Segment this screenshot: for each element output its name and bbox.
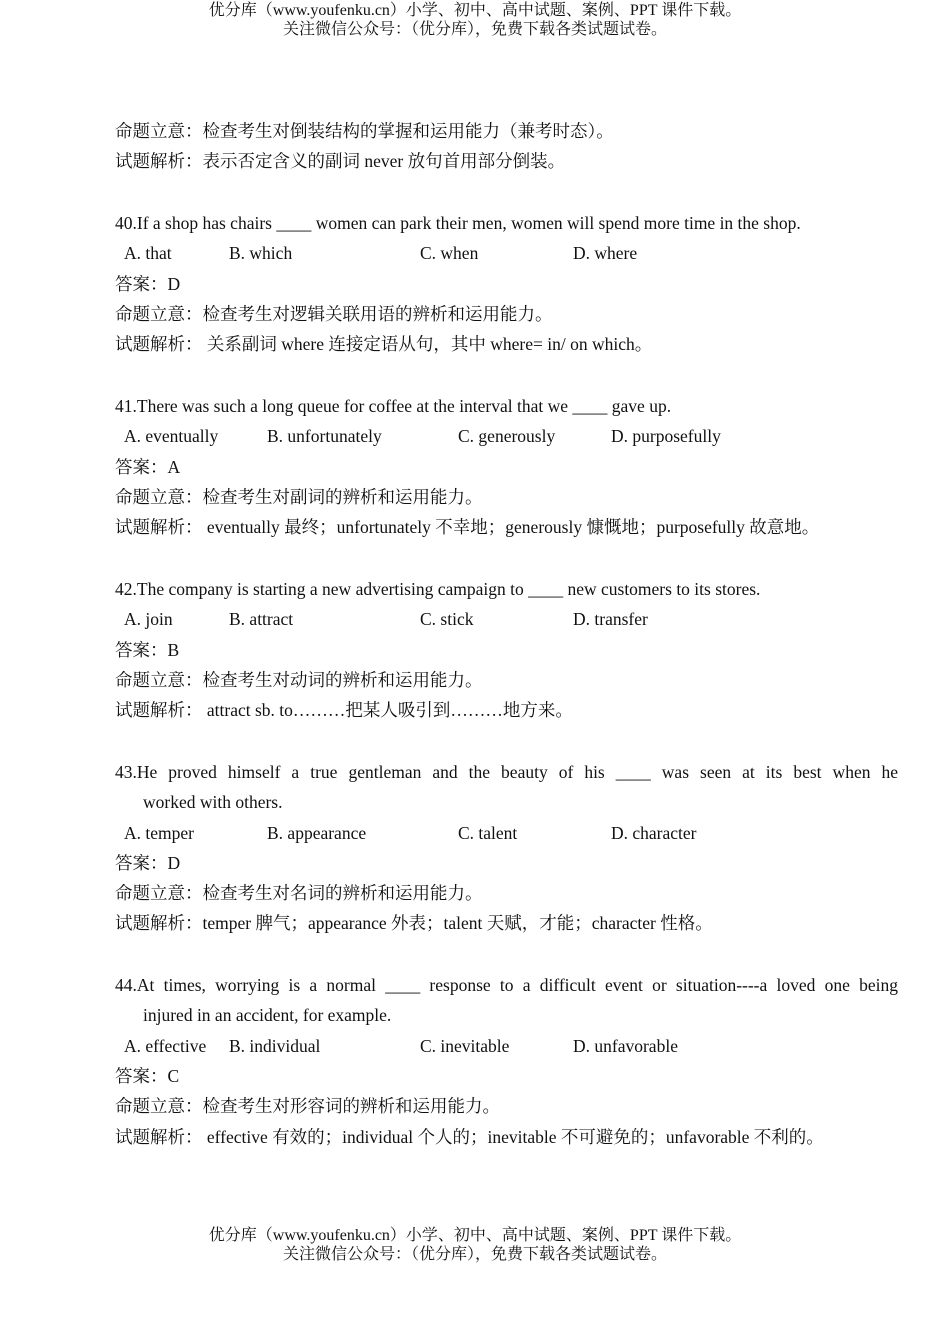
option-d: D. unfavorable xyxy=(573,1036,678,1056)
option-c: C. talent xyxy=(458,823,518,843)
intro-purpose: 命题立意：检查考生对倒装结构的掌握和运用能力（兼考时态）。 xyxy=(115,121,614,141)
analysis: 试题解析： effective 有效的；individual 个人的；inevitable 不可避免的；unfavorable 不利的。 xyxy=(115,1127,824,1147)
option-a: A. join xyxy=(124,609,173,629)
question-stem: 41.There was such a long queue for coffee at the interval that we ____ gave up. xyxy=(115,396,672,416)
page-footer-line2: 关注微信公众号：（优分库），免费下载各类试题试卷。 xyxy=(282,1246,667,1263)
option-a: A. that xyxy=(124,243,172,263)
option-d: D. purposefully xyxy=(611,426,721,446)
page-header-line2: 关注微信公众号：（优分库），免费下载各类试题试卷。 xyxy=(282,21,667,38)
question-stem: 42.The company is starting a new advertising campaign to ____ new customers to its stores. xyxy=(115,579,761,599)
option-d: D. character xyxy=(611,823,697,843)
option-c: C. when xyxy=(420,243,479,263)
question-stem: 43.He proved himself a true gentleman and the beauty of his ____ was seen at its best when he xyxy=(115,762,898,782)
question-stem: 40.If a shop has chairs ____ women can park their men, women will spend more time in the shop. xyxy=(115,213,801,233)
purpose: 命题立意：检查考生对逻辑关联用语的辨析和运用能力。 xyxy=(115,304,553,324)
option-b: B. which xyxy=(229,243,293,263)
purpose: 命题立意：检查考生对动词的辨析和运用能力。 xyxy=(115,670,483,690)
answer: 答案：D xyxy=(115,853,181,873)
question-stem-continued: injured in an accident, for example. xyxy=(143,1005,392,1025)
option-c: C. inevitable xyxy=(420,1036,510,1056)
option-d: D. where xyxy=(573,243,638,263)
analysis: 试题解析： eventually 最终；unfortunately 不幸地；generously 慷慨地；purposefully 故意地。 xyxy=(115,517,820,537)
answer: 答案：D xyxy=(115,274,181,294)
purpose: 命题立意：检查考生对副词的辨析和运用能力。 xyxy=(115,487,483,507)
option-c: C. stick xyxy=(420,609,474,629)
option-d: D. transfer xyxy=(573,609,648,629)
analysis: 试题解析： attract sb. to………把某人吸引到………地方来。 xyxy=(115,700,573,720)
option-b: B. appearance xyxy=(267,823,367,843)
option-c: C. generously xyxy=(458,426,556,446)
answer: 答案：A xyxy=(115,457,181,477)
option-b: B. attract xyxy=(229,609,294,629)
question-stem: 44.At times, worrying is a normal ____ response to a difficult event or situation----a loved one being xyxy=(115,975,898,995)
intro-analysis: 试题解析：表示否定含义的副词 never 放句首用部分倒装。 xyxy=(115,151,566,171)
analysis: 试题解析：temper 脾气；appearance 外表；talent 天赋，才能；character 性格。 xyxy=(115,913,713,933)
option-a: A. temper xyxy=(124,823,194,843)
option-a: A. eventually xyxy=(124,426,219,446)
option-a: A. effective xyxy=(124,1036,207,1056)
page-header-line1: 优分库（www.youfenku.cn）小学、初中、高中试题、案例、PPT 课件下载。 xyxy=(208,2,742,19)
purpose: 命题立意：检查考生对名词的辨析和运用能力。 xyxy=(115,883,483,903)
answer: 答案：C xyxy=(115,1066,180,1086)
purpose: 命题立意：检查考生对形容词的辨析和运用能力。 xyxy=(115,1096,500,1116)
option-b: B. individual xyxy=(229,1036,321,1056)
option-b: B. unfortunately xyxy=(267,426,382,446)
question-stem-continued: worked with others. xyxy=(143,792,283,812)
answer: 答案：B xyxy=(115,640,180,660)
analysis: 试题解析： 关系副词 where 连接定语从句，其中 where= in/ on which。 xyxy=(115,334,653,354)
page-footer-line1: 优分库（www.youfenku.cn）小学、初中、高中试题、案例、PPT 课件下载。 xyxy=(208,1227,742,1244)
